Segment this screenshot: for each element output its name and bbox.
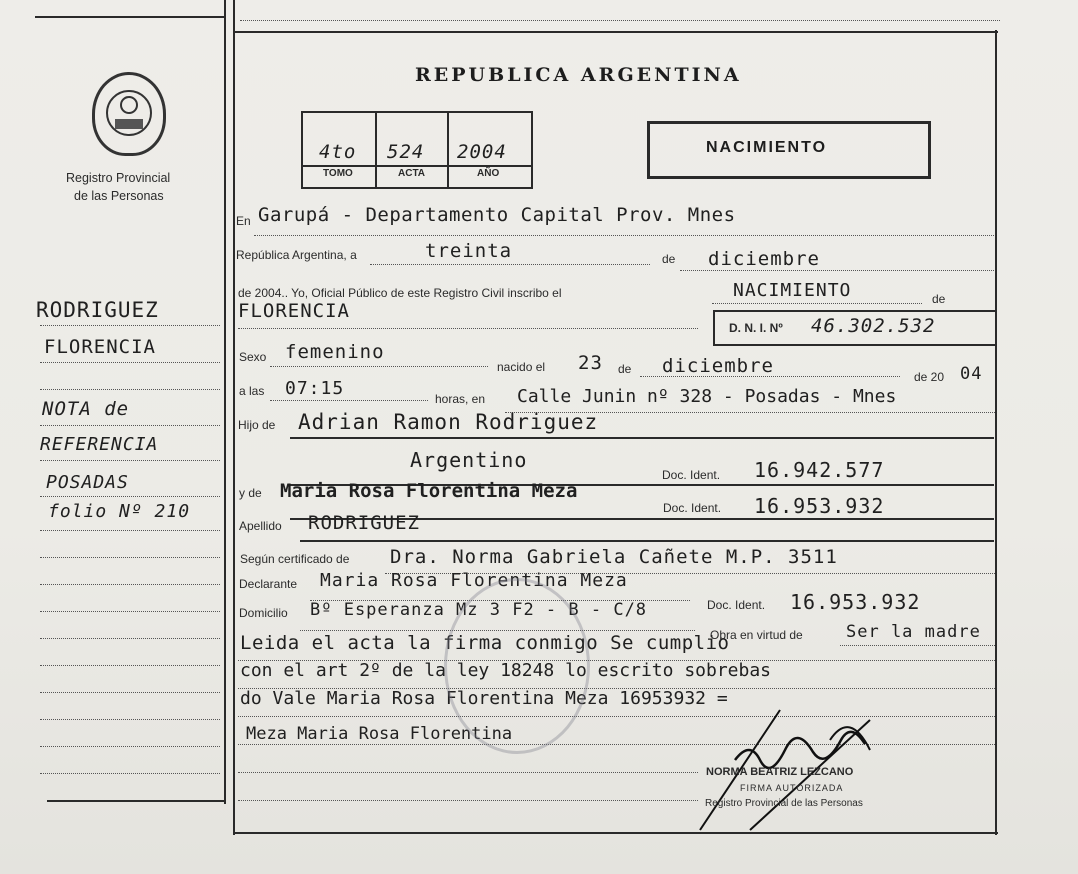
birth-place-value: Calle Junin nº 328 - Posadas - Mnes — [517, 386, 897, 407]
handwritten-line-2: con el art 2º de la ley 18248 lo escrito sobrebas — [240, 660, 772, 681]
margin-given-name: FLORENCIA — [44, 336, 156, 358]
acta-value: 524 — [387, 141, 425, 163]
birth-day-value: 23 — [578, 352, 603, 374]
margin-note-line4: folio Nº 210 — [48, 501, 191, 522]
declarante-doc-value: 16.953.932 — [790, 590, 921, 614]
handwritten-line-3: do Vale Maria Rosa Florentina Meza 16953932 = — [240, 688, 728, 709]
dni-value: 46.302.532 — [811, 315, 936, 337]
mother-doc-value: 16.953.932 — [754, 494, 885, 518]
event-value: NACIMIENTO — [733, 280, 852, 301]
doc-label-declarante: Doc. Ident. — [707, 598, 766, 612]
tomo-label: TOMO — [323, 168, 353, 179]
month-value: diciembre — [708, 248, 820, 270]
signature-org: Registro Provincial de las Personas — [705, 798, 863, 809]
dni-label: D. N. I. Nº — [729, 321, 783, 335]
dni-box — [713, 310, 997, 346]
place-value: Garupá - Departamento Capital Prov. Mnes — [258, 204, 736, 226]
registry-name-line1: Registro Provincial — [66, 171, 171, 185]
name-value: FLORENCIA — [238, 300, 350, 322]
handwritten-line-1: Leida el acta la firma conmigo Se cumplio — [240, 632, 730, 654]
top-dotted-line — [240, 20, 1000, 21]
sexo-label: Sexo — [239, 350, 267, 364]
bottom-border-left — [47, 800, 225, 802]
father-doc-value: 16.942.577 — [754, 458, 885, 482]
country-title: REPUBLICA ARGENTINA — [415, 64, 742, 86]
doc-label-father: Doc. Ident. — [662, 468, 721, 482]
acta-label: ACTA — [398, 168, 426, 179]
nacido-label: nacido el — [497, 360, 546, 374]
alas-label: a las — [239, 384, 265, 398]
handwritten-line-4: Meza Maria Rosa Florentina — [246, 724, 513, 744]
de-label-1: de — [662, 252, 676, 266]
certificado-label: Según certificado de — [240, 552, 350, 566]
de2004-label: de 2004.. Yo, Oficial Público de este Registro Civil inscribo el — [238, 286, 562, 300]
declarante-label: Declarante — [239, 577, 298, 591]
certificado-value: Dra. Norma Gabriela Cañete M.P. 3511 — [390, 546, 838, 568]
signature-title: FIRMA AUTORIZADA — [740, 783, 844, 793]
horas-label: horas, en — [435, 392, 486, 406]
de-label-3: de — [618, 362, 632, 376]
domicilio-value: Bº Esperanza Mz 3 F2 - B - C/8 — [310, 600, 648, 620]
margin-note-line1: NOTA de — [42, 398, 130, 420]
day-value: treinta — [425, 240, 513, 262]
republica-label: República Argentina, a — [236, 248, 357, 262]
birth-month-value: diciembre — [662, 355, 774, 377]
act-type-box — [647, 121, 931, 179]
margin-surname: RODRIGUEZ — [36, 298, 159, 322]
tomo-value: 4to — [319, 141, 357, 163]
apellido-value: RODRIGUEZ — [308, 512, 420, 534]
father-nationality-value: Argentino — [410, 448, 528, 472]
ano-label: AÑO — [477, 168, 500, 179]
margin-note-line3: POSADAS — [46, 472, 129, 493]
top-border-right — [233, 31, 998, 33]
obra-value: Ser la madre — [846, 622, 981, 642]
main-form-left-border — [233, 0, 235, 835]
registry-name-line2: de las Personas — [74, 189, 164, 203]
ano-value: 2004 — [457, 141, 507, 163]
official-round-stamp-icon — [444, 578, 590, 754]
obra-label: Obra en virtud de — [710, 628, 803, 642]
de-label-2: de — [932, 292, 946, 306]
provincial-seal-icon — [92, 72, 166, 156]
signature-name: NORMA BEATRIZ LEZCANO — [706, 766, 854, 778]
en-label: En — [236, 214, 251, 228]
top-border-left — [35, 16, 225, 18]
birth-year-value: 04 — [960, 364, 983, 384]
mother-name-value: Maria Rosa Florentina Meza — [280, 480, 578, 502]
record-number-box — [301, 111, 533, 189]
yde-label: y de — [239, 486, 262, 500]
father-name-value: Adrian Ramon Rodriguez — [298, 410, 599, 434]
de20-label: de 20 — [914, 370, 945, 384]
left-margin-border — [224, 0, 226, 804]
signature-scribble-icon — [680, 690, 910, 840]
margin-note-line2: REFERENCIA — [40, 434, 159, 455]
hijo-label: Hijo de — [238, 418, 276, 432]
doc-label-mother: Doc. Ident. — [663, 501, 722, 515]
birth-time-value: 07:15 — [285, 378, 345, 399]
declarante-value: Maria Rosa Florentina Meza — [320, 570, 628, 591]
apellido-label: Apellido — [239, 519, 282, 533]
domicilio-label: Domicilio — [239, 606, 288, 620]
act-type-label: NACIMIENTO — [706, 139, 828, 156]
sexo-value: femenino — [285, 341, 385, 363]
main-form-right-border — [995, 30, 997, 835]
